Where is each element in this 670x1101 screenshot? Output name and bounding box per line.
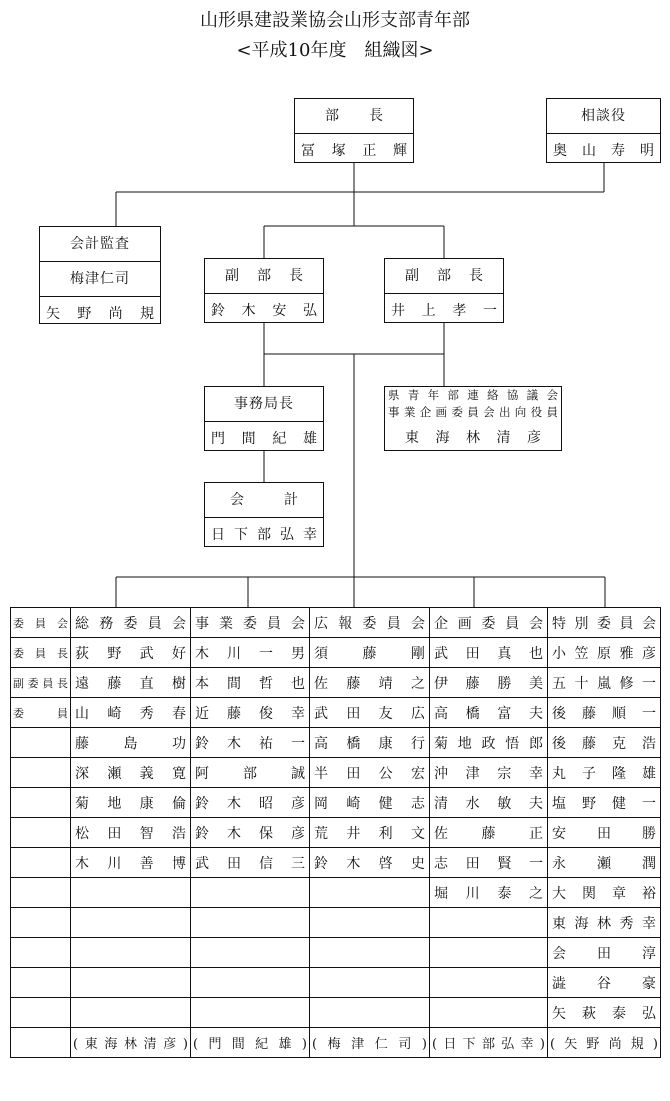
member-cell: 武田友広 [310,698,430,728]
member-cell [191,908,310,938]
auditor-name-1: 梅津仁司 [40,261,160,296]
member-cell: 近藤俊幸 [191,698,310,728]
member-cell: 高橋康行 [310,728,430,758]
member-cell: 木川一男 [191,638,310,668]
council-box [384,386,562,451]
member-cell: 武田信三 [191,848,310,878]
member-cell [430,938,548,968]
member-cell: 菊地康倫 [71,788,191,818]
member-cell: 東海林秀幸 [548,908,661,938]
member-cell: 鈴木啓史 [310,848,430,878]
member-cell: 小笠原雅彦 [548,638,661,668]
page-title: 山形県建設業協会山形支部青年部 [200,10,470,31]
president-box [294,98,414,163]
committee-label-header: 委員会 [11,608,71,638]
member-cell: 会 田 淳 [548,938,661,968]
member-cell: 菊地政悟郎 [430,728,548,758]
member-cell: 佐藤靖之 [310,668,430,698]
council-line-2: 事業企画委員会出向役員 [388,405,558,419]
committee-header: 総務委員会 [71,608,191,638]
table-row [11,698,661,728]
member-cell: 後藤順一 [548,698,661,728]
table-row [11,638,661,668]
secretary-title: 事務局長 [234,396,294,412]
member-cell [71,908,191,938]
committee-advisor: (日下部弘幸) [430,1028,548,1058]
role-label: 委員 [11,698,71,728]
member-cell: 半田公宏 [310,758,430,788]
committee-table [10,607,661,1058]
council-name: 東 海 林 清 彦 [405,430,541,446]
member-cell [191,998,310,1028]
vp2-name: 井 上 孝 一 [385,293,503,328]
member-cell [310,938,430,968]
committee-header: 特別委員会 [548,608,661,638]
member-cell: 岡崎健志 [310,788,430,818]
page-subtitle: <平成10年度 組織図> [236,40,434,61]
member-cell [71,968,191,998]
member-cell: 塩野健一 [548,788,661,818]
footer-blank [11,1028,71,1058]
member-cell: 鈴木昭彦 [191,788,310,818]
table-row [11,878,661,908]
member-cell: 鈴木保彦 [191,818,310,848]
member-cell: 荻野武好 [71,638,191,668]
vp1-name: 鈴 木 安 弘 [205,293,323,328]
committee-footer-row [11,1028,661,1058]
table-row [11,908,661,938]
member-cell [310,968,430,998]
member-cell: 遠藤直樹 [71,668,191,698]
member-cell: 山崎秀春 [71,698,191,728]
vice-president-1-box [204,258,324,323]
president-title: 部 長 [325,108,383,124]
role-label [11,758,71,788]
committee-advisor: (矢野尚規) [548,1028,661,1058]
role-label [11,908,71,938]
vp2-title: 副 部 長 [405,268,483,284]
member-cell: 大関章裕 [548,878,661,908]
member-cell: 後藤克浩 [548,728,661,758]
auditor-box [39,226,161,324]
member-cell [191,968,310,998]
member-cell: 永 瀬 潤 [548,848,661,878]
table-row [11,728,661,758]
member-cell: 五十嵐修一 [548,668,661,698]
role-label [11,878,71,908]
table-row [11,818,661,848]
table-row [11,668,661,698]
role-label: 副委員長 [11,668,71,698]
vice-president-2-box [384,258,504,323]
member-cell: 木川善博 [71,848,191,878]
member-cell [191,938,310,968]
role-label [11,848,71,878]
role-label [11,728,71,758]
advisor-title: 相談役 [581,108,626,124]
member-cell [430,908,548,938]
auditor-title: 会計監査 [70,236,130,252]
member-cell: 阿 部 誠 [191,758,310,788]
committee-header-row [11,608,661,638]
committee-advisor: (梅津仁司) [310,1028,430,1058]
member-cell: 丸子隆雄 [548,758,661,788]
member-cell: 佐 藤 正 [430,818,548,848]
member-cell [310,908,430,938]
table-row [11,938,661,968]
treasurer-box [204,482,324,547]
treasurer-title: 会 計 [230,492,298,508]
committee-advisor: (東海林清彦) [71,1028,191,1058]
secretary-general-box [204,386,324,451]
member-cell: 矢萩泰弘 [548,998,661,1028]
member-cell [71,938,191,968]
member-cell: 須藤剛 [310,638,430,668]
member-cell [430,998,548,1028]
treasurer-name: 日 下 部 弘 幸 [205,517,323,552]
role-label [11,968,71,998]
member-cell: 鈴木祐一 [191,728,310,758]
member-cell: 荒井利文 [310,818,430,848]
table-row [11,848,661,878]
council-line-1: 県青年部連絡協議会 [388,388,558,402]
member-cell: 松田智浩 [71,818,191,848]
advisor-name: 奥 山 寿 明 [547,133,660,168]
role-label [11,998,71,1028]
member-cell [71,998,191,1028]
table-row [11,758,661,788]
member-cell: 藤 島 功 [71,728,191,758]
member-cell: 本間哲也 [191,668,310,698]
member-cell [71,878,191,908]
member-cell: 志田賢一 [430,848,548,878]
member-cell: 安 田 勝 [548,818,661,848]
member-cell [310,878,430,908]
committee-advisor: (門間紀雄) [191,1028,310,1058]
role-label [11,788,71,818]
member-cell: 堀川泰之 [430,878,548,908]
table-row [11,788,661,818]
member-cell: 深瀬義寛 [71,758,191,788]
role-label [11,818,71,848]
committee-header: 企画委員会 [430,608,548,638]
member-cell: 伊藤勝美 [430,668,548,698]
vp1-title: 副 部 長 [225,268,303,284]
role-label [11,938,71,968]
member-cell [430,968,548,998]
committee-header: 広報委員会 [310,608,430,638]
table-row [11,998,661,1028]
member-cell: 武田真也 [430,638,548,668]
member-cell: 澁 谷 豪 [548,968,661,998]
auditor-name-2: 矢 野 尚 規 [40,296,160,331]
table-row [11,968,661,998]
committee-header: 事業委員会 [191,608,310,638]
member-cell [310,998,430,1028]
advisor-box [546,98,661,163]
president-name: 冨 塚 正 輝 [295,133,413,168]
member-cell [191,878,310,908]
member-cell: 沖津宗幸 [430,758,548,788]
role-label: 委員長 [11,638,71,668]
member-cell: 高橋富夫 [430,698,548,728]
member-cell: 清水敏夫 [430,788,548,818]
secretary-name: 門 間 紀 雄 [205,421,323,456]
